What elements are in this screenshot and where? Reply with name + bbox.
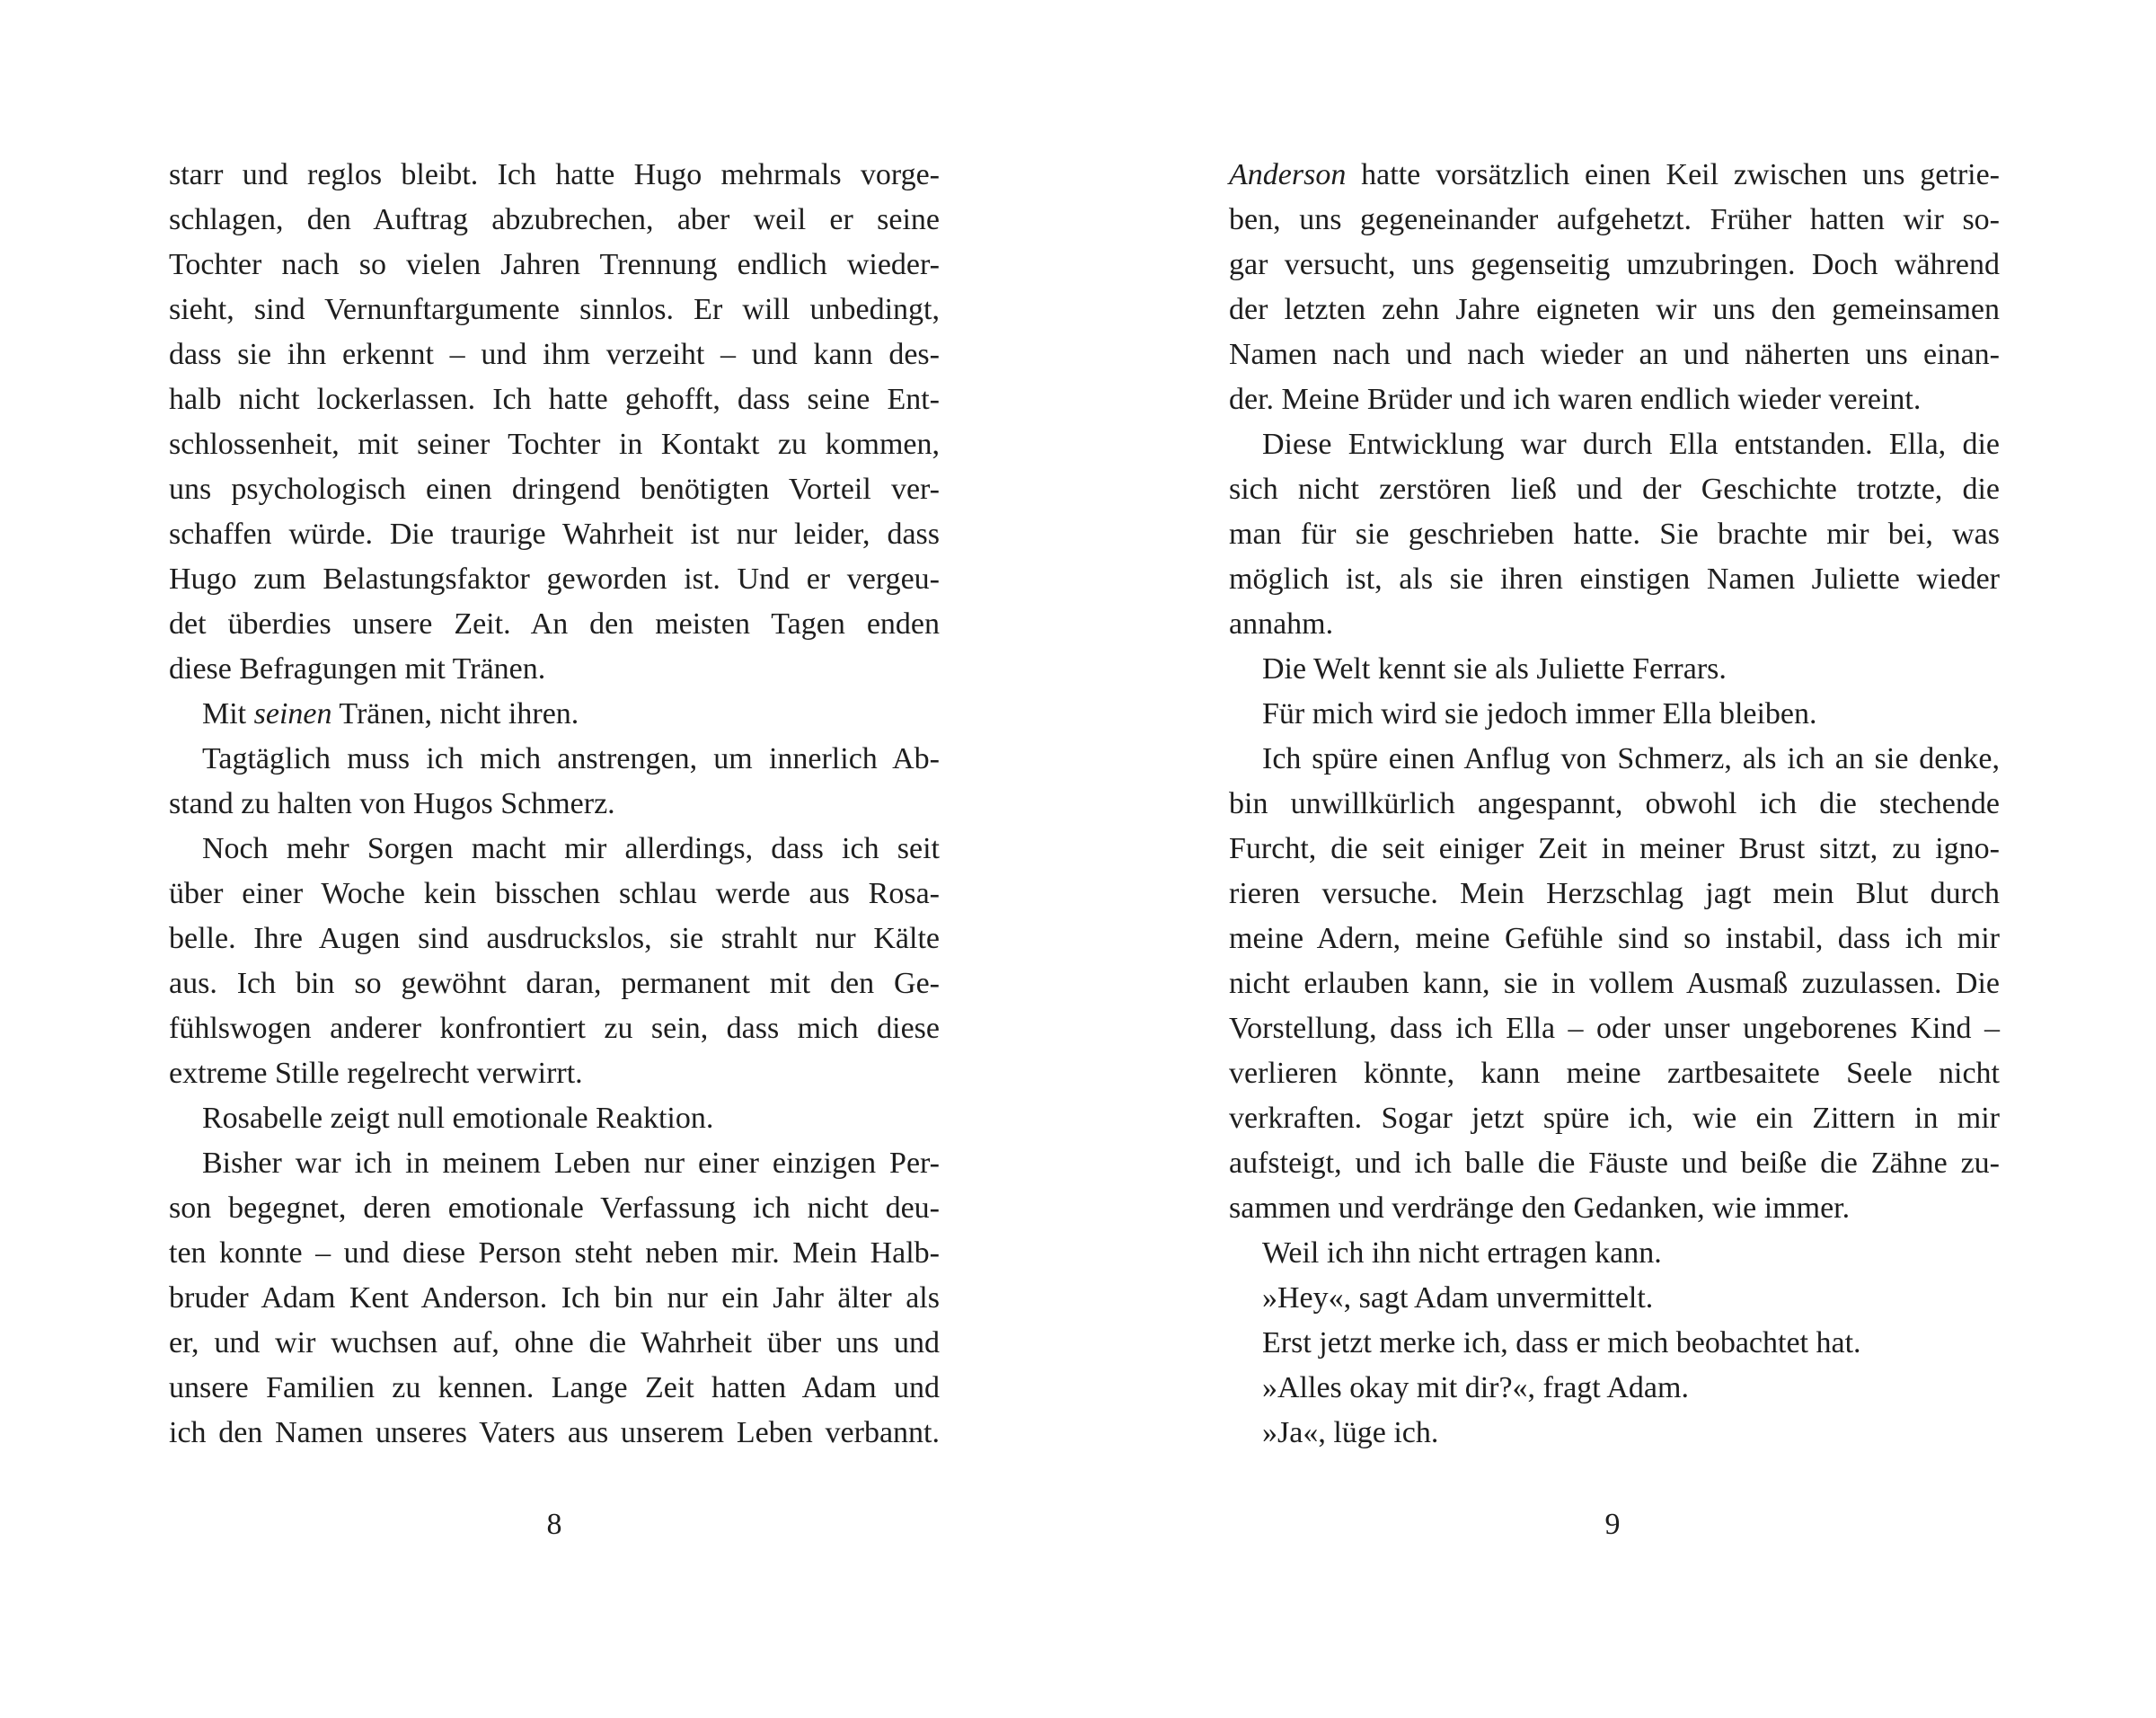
text-line <box>169 647 940 692</box>
text-line <box>169 917 940 961</box>
text-segment: »Ja«, lüge ich. <box>1262 1416 1439 1449</box>
text-line <box>1229 243 2000 288</box>
text-line <box>1229 1096 2000 1141</box>
text-segment: Hugo zum Belastungsfaktor geworden ist. Und er vergeu- <box>169 562 940 596</box>
text-line <box>169 288 940 332</box>
text-segment: Für mich wird sie jedoch immer Ella bleiben. <box>1262 697 1817 731</box>
text-segment: verkraften. Sogar jetzt spüre ich, wie ein Zittern in mir <box>1229 1102 2000 1135</box>
text-line <box>1229 422 2000 467</box>
text-segment: rieren versuche. Mein Herzschlag jagt mein Blut durch <box>1229 877 2000 910</box>
text-line <box>1229 288 2000 332</box>
text-segment: hatte vorsätzlich einen Keil zwischen uns getrie- <box>1346 158 2000 191</box>
text-line <box>1229 827 2000 872</box>
text-segment: über einer Woche kein bisschen schlau werde aus Rosa- <box>169 877 940 910</box>
text-line <box>169 557 940 602</box>
text-line <box>1229 872 2000 917</box>
text-segment: belle. Ihre Augen sind ausdruckslos, sie strahlt nur Kälte <box>169 922 940 955</box>
text-segment: Ich spüre einen Anflug von Schmerz, als ich an sie denke, <box>1262 742 2000 775</box>
left-page-text <box>169 153 940 1456</box>
text-line <box>1229 467 2000 512</box>
text-line <box>1229 512 2000 557</box>
text-line <box>169 1051 940 1096</box>
text-line <box>1229 153 2000 198</box>
text-segment: extreme Stille regelrecht verwirrt. <box>169 1057 583 1090</box>
text-line <box>169 243 940 288</box>
text-line <box>169 602 940 647</box>
page-number-left: 8 <box>546 1508 562 1541</box>
text-segment: »Alles okay mit dir?«, fragt Adam. <box>1262 1371 1689 1404</box>
text-line <box>1229 1321 2000 1366</box>
text-line <box>169 153 940 198</box>
text-line <box>1229 602 2000 647</box>
text-segment: Noch mehr Sorgen macht mir allerdings, dass ich seit <box>202 832 940 865</box>
text-segment: ich den Namen unseres Vaters aus unserem Leben verbannt. <box>169 1416 940 1449</box>
text-segment: Tagtäglich muss ich mich anstrengen, um innerlich Ab- <box>202 742 940 775</box>
text-segment: starr und reglos bleibt. Ich hatte Hugo mehrmals vorge- <box>169 158 940 191</box>
text-segment: schaffen würde. Die traurige Wahrheit ist nur leider, dass <box>169 518 940 551</box>
text-segment: der letzten zehn Jahre eigneten wir uns den gemeinsamen <box>1229 293 2000 326</box>
text-segment: Rosabelle zeigt null emotionale Reaktion. <box>202 1102 714 1135</box>
text-line <box>169 1096 940 1141</box>
text-segment: Vorstellung, dass ich Ella – oder unser ungeborenes Kind – <box>1229 1012 2000 1045</box>
italic-text: Anderson <box>1229 158 1347 191</box>
text-segment: sich nicht zerstören ließ und der Geschichte trotzte, die <box>1229 473 2000 506</box>
text-line <box>1229 377 2000 422</box>
text-line <box>1229 1051 2000 1096</box>
text-line <box>169 512 940 557</box>
text-line <box>1229 647 2000 692</box>
text-line <box>1229 1411 2000 1456</box>
text-line <box>169 1141 940 1186</box>
text-segment: Erst jetzt merke ich, dass er mich beobachtet hat. <box>1262 1326 1861 1359</box>
text-line <box>169 1276 940 1321</box>
text-segment: er, und wir wuchsen auf, ohne die Wahrheit über uns und <box>169 1326 940 1359</box>
text-segment: ten konnte – und diese Person steht neben mir. Mein Halb- <box>169 1236 940 1270</box>
text-segment: Furcht, die seit einiger Zeit in meiner Brust sitzt, zu igno- <box>1229 832 2000 865</box>
text-line <box>1229 332 2000 377</box>
text-segment: son begegnet, deren emotionale Verfassung ich nicht deu- <box>169 1191 940 1225</box>
text-line <box>1229 1141 2000 1186</box>
text-segment: der. Meine Brüder und ich waren endlich wieder vereint. <box>1229 383 1922 416</box>
text-line <box>169 1366 940 1411</box>
text-segment: unsere Familien zu kennen. Lange Zeit hatten Adam und <box>169 1371 940 1404</box>
text-line <box>169 422 940 467</box>
text-segment: gar versucht, uns gegenseitig umzubringen. Doch während <box>1229 248 2000 281</box>
text-line <box>1229 737 2000 782</box>
text-segment: man für sie geschrieben hatte. Sie brachte mir bei, was <box>1229 518 2000 551</box>
text-line <box>1229 1006 2000 1051</box>
italic-text: seinen <box>253 697 332 731</box>
text-line <box>169 827 940 872</box>
text-segment: fühlswogen anderer konfrontiert zu sein, dass mich diese <box>169 1012 940 1045</box>
text-line <box>1229 917 2000 961</box>
text-segment: aufsteigt, und ich balle die Fäuste und beiße die Zähne zu- <box>1229 1147 2000 1180</box>
text-segment: det überdies unsere Zeit. An den meisten Tagen enden <box>169 607 940 641</box>
text-segment: stand zu halten von Hugos Schmerz. <box>169 787 615 820</box>
text-segment: uns psychologisch einen dringend benötigten Vorteil ver- <box>169 473 940 506</box>
text-line <box>1229 1186 2000 1231</box>
text-line <box>169 198 940 243</box>
text-segment: Tochter nach so vielen Jahren Trennung endlich wieder- <box>169 248 940 281</box>
text-segment: ben, uns gegeneinander aufgehetzt. Früher hatten wir so- <box>1229 203 2000 236</box>
text-line <box>169 961 940 1006</box>
text-line <box>1229 1231 2000 1276</box>
text-line <box>169 332 940 377</box>
right-page-text <box>1229 153 2000 1456</box>
text-segment: dass sie ihn erkennt – und ihm verzeiht – und kann des- <box>169 338 940 371</box>
text-segment: möglich ist, als sie ihren einstigen Namen Juliette wieder <box>1229 562 2000 596</box>
page-number-right: 9 <box>1604 1508 1621 1541</box>
text-segment: »Hey«, sagt Adam unvermittelt. <box>1262 1281 1654 1315</box>
text-segment: schlossenheit, mit seiner Tochter in Kontakt zu kommen, <box>169 428 940 461</box>
text-line <box>169 377 940 422</box>
text-segment: aus. Ich bin so gewöhnt daran, permanent mit den Ge- <box>169 967 940 1000</box>
text-segment: Diese Entwicklung war durch Ella entstanden. Ella, die <box>1262 428 2000 461</box>
text-line <box>169 1186 940 1231</box>
text-line <box>169 1231 940 1276</box>
text-segment: meine Adern, meine Gefühle sind so instabil, dass ich mir <box>1229 922 2000 955</box>
text-segment: Namen nach und nach wieder an und näherten uns einan- <box>1229 338 2000 371</box>
text-segment: Weil ich ihn nicht ertragen kann. <box>1262 1236 1662 1270</box>
text-line <box>1229 692 2000 737</box>
text-line <box>169 1411 940 1456</box>
text-line <box>169 782 940 827</box>
text-line <box>1229 557 2000 602</box>
text-segment: bruder Adam Kent Anderson. Ich bin nur ein Jahr älter als <box>169 1281 940 1315</box>
text-segment: sieht, sind Vernunftargumente sinnlos. Er will unbedingt, <box>169 293 940 326</box>
text-segment: Bisher war ich in meinem Leben nur einer einzigen Per- <box>202 1147 940 1180</box>
text-segment: nicht erlauben kann, sie in vollem Ausmaß zuzulassen. Die <box>1229 967 2000 1000</box>
text-line <box>169 1321 940 1366</box>
text-segment: halb nicht lockerlassen. Ich hatte gehofft, dass seine Ent- <box>169 383 940 416</box>
text-line <box>169 872 940 917</box>
text-line <box>1229 1276 2000 1321</box>
text-segment: schlagen, den Auftrag abzubrechen, aber weil er seine <box>169 203 940 236</box>
text-line <box>169 1006 940 1051</box>
text-segment: Mit <box>202 697 254 731</box>
text-segment: Tränen, nicht ihren. <box>331 697 579 731</box>
text-line <box>1229 1366 2000 1411</box>
text-segment: bin unwillkürlich angespannt, obwohl ich die stechende <box>1229 787 2000 820</box>
text-segment: verlieren könnte, kann meine zartbesaitete Seele nicht <box>1229 1057 2000 1090</box>
text-line <box>169 692 940 737</box>
text-segment: annahm. <box>1229 607 1334 641</box>
text-line <box>1229 782 2000 827</box>
text-segment: sammen und verdränge den Gedanken, wie immer. <box>1229 1191 1851 1225</box>
text-line <box>1229 961 2000 1006</box>
text-line <box>1229 198 2000 243</box>
text-line <box>169 467 940 512</box>
text-line <box>169 737 940 782</box>
text-segment: diese Befragungen mit Tränen. <box>169 652 546 686</box>
text-segment: Die Welt kennt sie als Juliette Ferrars. <box>1262 652 1727 686</box>
